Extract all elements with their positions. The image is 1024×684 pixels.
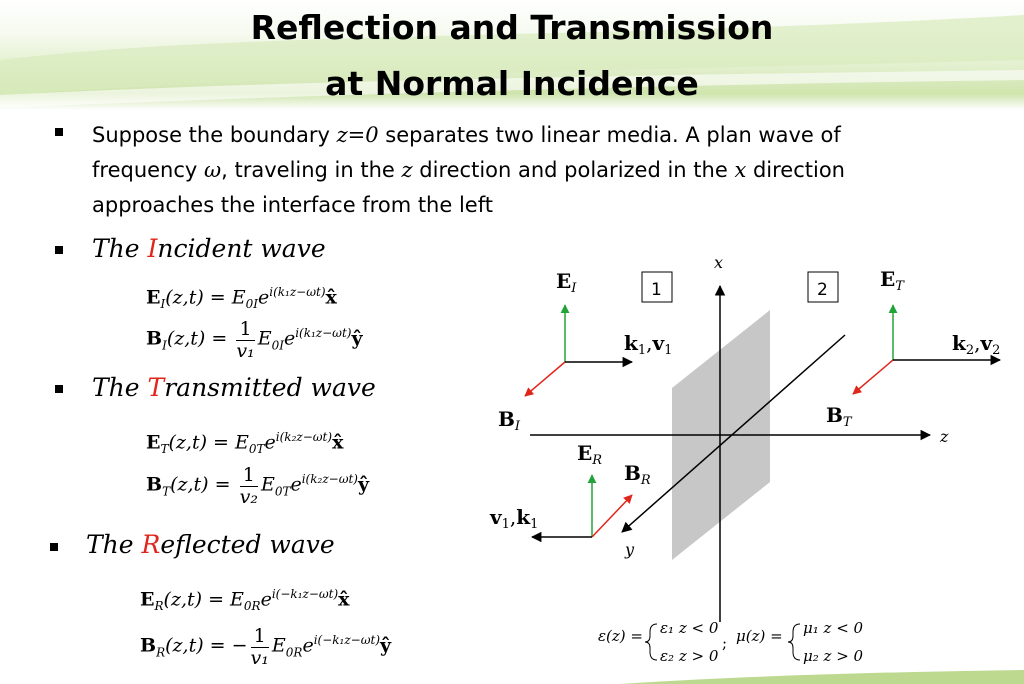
reflected-B-arrow — [592, 495, 632, 537]
mu-case-1: μ₁ z < 0 — [803, 619, 864, 637]
footer-swoosh — [620, 670, 1024, 684]
axis-z-label: z — [940, 427, 949, 446]
title-line-1: Reflection and Transmission — [250, 8, 774, 47]
label-B-incident: $B_I$ — [498, 407, 521, 434]
medium-2-label: 2 — [817, 280, 828, 300]
title-line-2: at Normal Incidence — [325, 64, 699, 103]
eq-incident-B: $B_I(z,t)$ = $\frac{1}{\text{v₁}}$ $E_{0I}e^{i(k_1z-\omega t)}ŷ$ — [146, 318, 363, 362]
label-B-transmitted: $B_T$ — [826, 403, 852, 430]
label-E-transmitted: $E_T$ — [880, 267, 904, 294]
label-k1-v1-incident: $k_1,v_1$ — [624, 331, 673, 358]
label-k2-v2-transmitted: $k_2,v_2$ — [952, 331, 1001, 358]
section-transmitted: The Transmitted wave — [92, 373, 376, 402]
eq-transmitted-B: $B_T(z,t)$ = $\frac{1}{\text{v₂}}$ $E_{0T}e^{i(k_2z-\omega t)}ŷ$ — [146, 464, 370, 508]
section-reflected: The Reflected wave — [86, 530, 335, 559]
eq-reflected-E: $E_R(z,t)$ = $E_{0R}e^{i(-k_1z-\omega t)}x̂$ — [140, 587, 350, 614]
eps-case-2: ε₂ z > 0 — [660, 647, 719, 665]
mu-brace — [788, 624, 800, 660]
intro-paragraph: Suppose the boundary z=0 separates two linear media. A plan wave of frequency ω, traveling in the z direction and polarized in the x direction approaches the interface from the left — [92, 123, 845, 217]
label-v1-k1-reflected: $v_1,k_1$ — [490, 505, 539, 532]
eps-case-1: ε₁ z < 0 — [660, 619, 719, 637]
eps-brace — [645, 624, 657, 660]
axis-x-label: x — [714, 253, 724, 272]
eq-incident-E: $E_I(z,t)$ = $E_{0I}e^{i(k_1z-\omega t)}x̂$ — [146, 285, 337, 312]
medium-1-label: 1 — [651, 280, 662, 300]
transmitted-B-arrow — [853, 360, 893, 394]
mu-lhs: μ(z) = — [736, 627, 783, 645]
label-E-reflected: $E_R$ — [577, 441, 603, 468]
eq-reflected-B: $B_R(z,t)$ = − $\frac{1}{\text{v₁}}$ $E_{0R}e^{i(-k_1z-\omega t)}ŷ$ — [140, 625, 392, 669]
incident-B-arrow — [525, 362, 565, 396]
label-E-incident: $E_I$ — [556, 269, 577, 296]
eps-lhs: ε(z) = — [598, 627, 643, 645]
axis-y-label: y — [625, 540, 635, 559]
mu-case-2: μ₂ z > 0 — [803, 647, 864, 665]
eq-transmitted-E: $E_T(z,t)$ = $E_{0T}e^{i(k_2z-\omega t)}x̂$ — [146, 430, 344, 457]
section-incident: The Incident wave — [92, 234, 326, 263]
media-separator: ; — [722, 634, 728, 652]
label-B-reflected: $B_R$ — [624, 461, 651, 488]
